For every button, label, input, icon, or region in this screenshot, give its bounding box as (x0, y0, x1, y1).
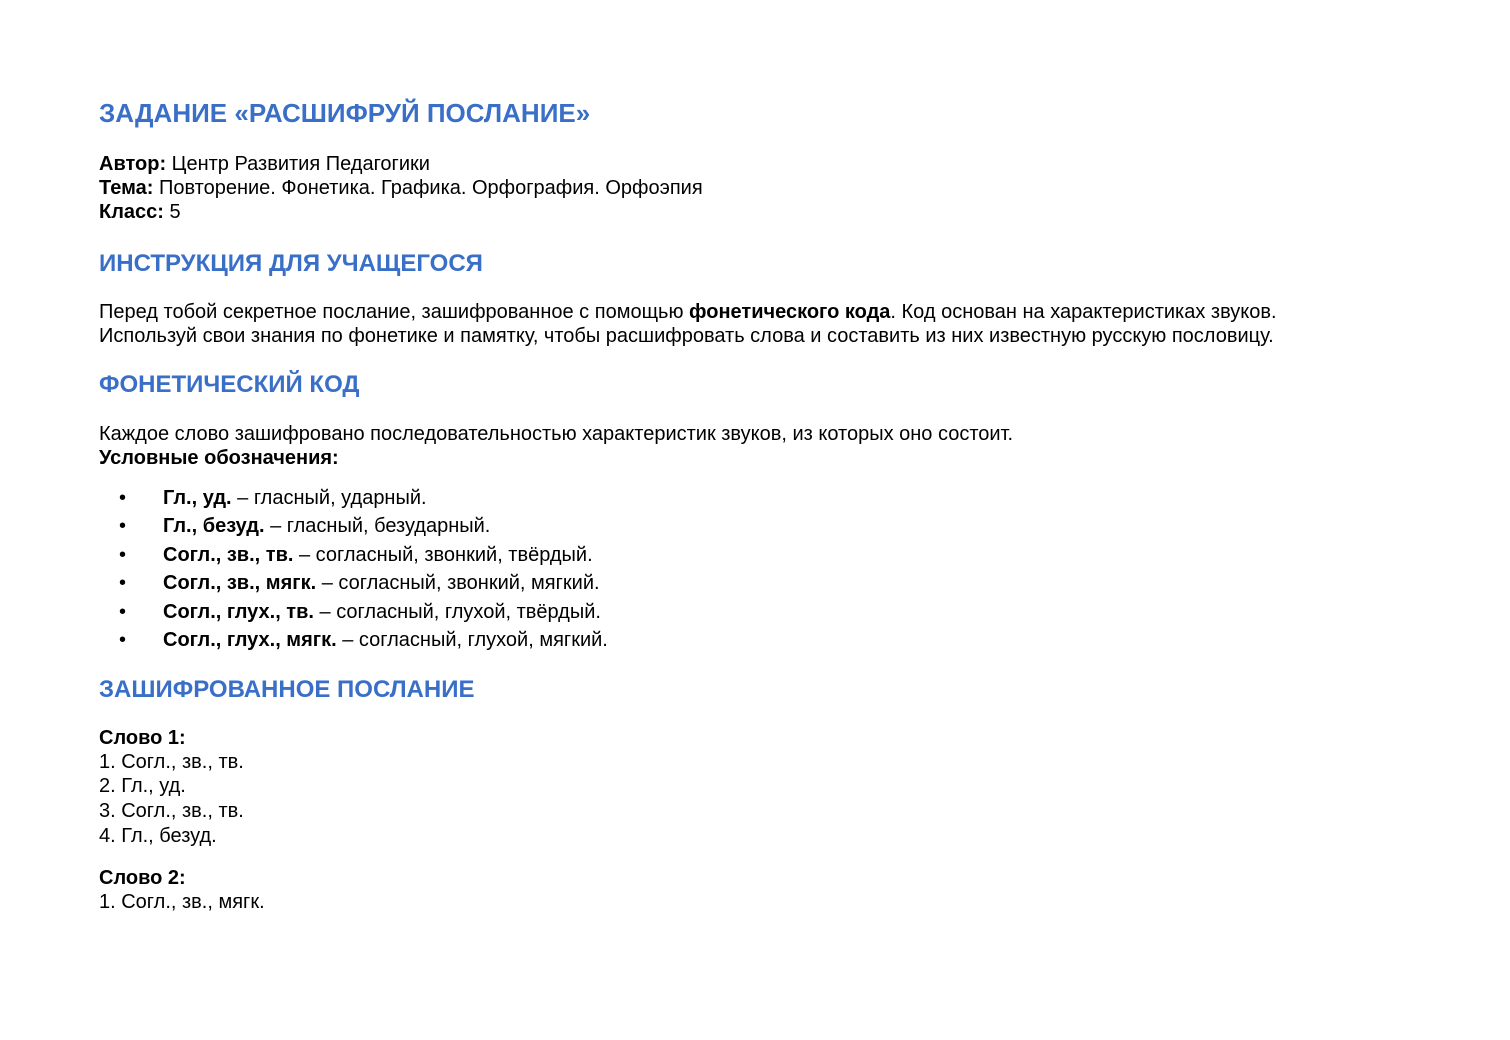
legend-label-text: Условные обозначения: (99, 447, 339, 469)
sound-item: 1. Согл., зв., мягк. (99, 891, 265, 913)
bullet-icon: • (119, 572, 127, 594)
topic-label: Тема: (99, 177, 154, 199)
legend-abbr: Согл., зв., мягк. (163, 572, 317, 594)
grade-line (99, 200, 181, 224)
sound-item: 2. Гл., уд. (99, 775, 186, 797)
bullet-icon: • (119, 544, 127, 566)
word-label: Слово 1: (99, 727, 186, 749)
grade-label: Класс: (99, 201, 164, 223)
instruction-line-2: Используй свои знания по фонетике и памятку, чтобы расшифровать слова и составить из них известную русскую пословицу. (99, 325, 1274, 347)
legend-abbr: Согл., глух., тв. (163, 601, 314, 623)
instruction-heading: ИНСТРУКЦИЯ ДЛЯ УЧАЩЕГОСЯ (99, 250, 483, 277)
author-label: Автор: (99, 153, 167, 175)
legend-label (99, 446, 339, 470)
instruction-bold-term: фонетического кода (689, 301, 891, 323)
instruction-line-1 (99, 300, 1277, 324)
legend-desc: – гласный, безударный. (264, 515, 491, 537)
sound-item: 1. Согл., зв., тв. (99, 751, 244, 773)
topic-value: Повторение. Фонетика. Графика. Орфография. Орфоэпия (153, 177, 703, 199)
bullet-icon: • (119, 515, 127, 537)
instruction-text-before: Перед тобой секретное послание, зашифрованное с помощью (99, 301, 689, 323)
document-title: ЗАДАНИЕ «РАСШИФРУЙ ПОСЛАНИЕ» (99, 98, 591, 128)
bullet-icon: • (119, 601, 127, 623)
legend-abbr: Гл., уд. (163, 487, 232, 509)
bullet-icon: • (119, 629, 127, 651)
legend-desc: – согласный, глухой, мягкий. (336, 629, 608, 651)
message-heading: ЗАШИФРОВАННОЕ ПОСЛАНИЕ (99, 676, 475, 703)
legend-desc: – гласный, ударный. (231, 487, 427, 509)
sound-item: 3. Согл., зв., тв. (99, 800, 244, 822)
instruction-text-after: . Код основан на характеристиках звуков. (890, 301, 1277, 323)
legend-abbr: Согл., зв., тв. (163, 544, 294, 566)
grade-value: 5 (163, 201, 181, 223)
code-heading: ФОНЕТИЧЕСКИЙ КОД (99, 371, 360, 398)
legend-desc: – согласный, звонкий, мягкий. (316, 572, 600, 594)
sound-item: 4. Гл., безуд. (99, 825, 217, 847)
author-line (99, 152, 430, 176)
code-intro: Каждое слово зашифровано последовательностью характеристик звуков, из которых оно состоит. (99, 423, 1014, 445)
topic-line (99, 176, 703, 200)
word-label: Слово 2: (99, 867, 186, 889)
bullet-icon: • (119, 487, 127, 509)
author-value: Центр Развития Педагогики (166, 153, 430, 175)
legend-desc: – согласный, глухой, твёрдый. (313, 601, 601, 623)
legend-desc: – согласный, звонкий, твёрдый. (293, 544, 593, 566)
legend-abbr: Согл., глух., мягк. (163, 629, 337, 651)
legend-abbr: Гл., безуд. (163, 515, 265, 537)
